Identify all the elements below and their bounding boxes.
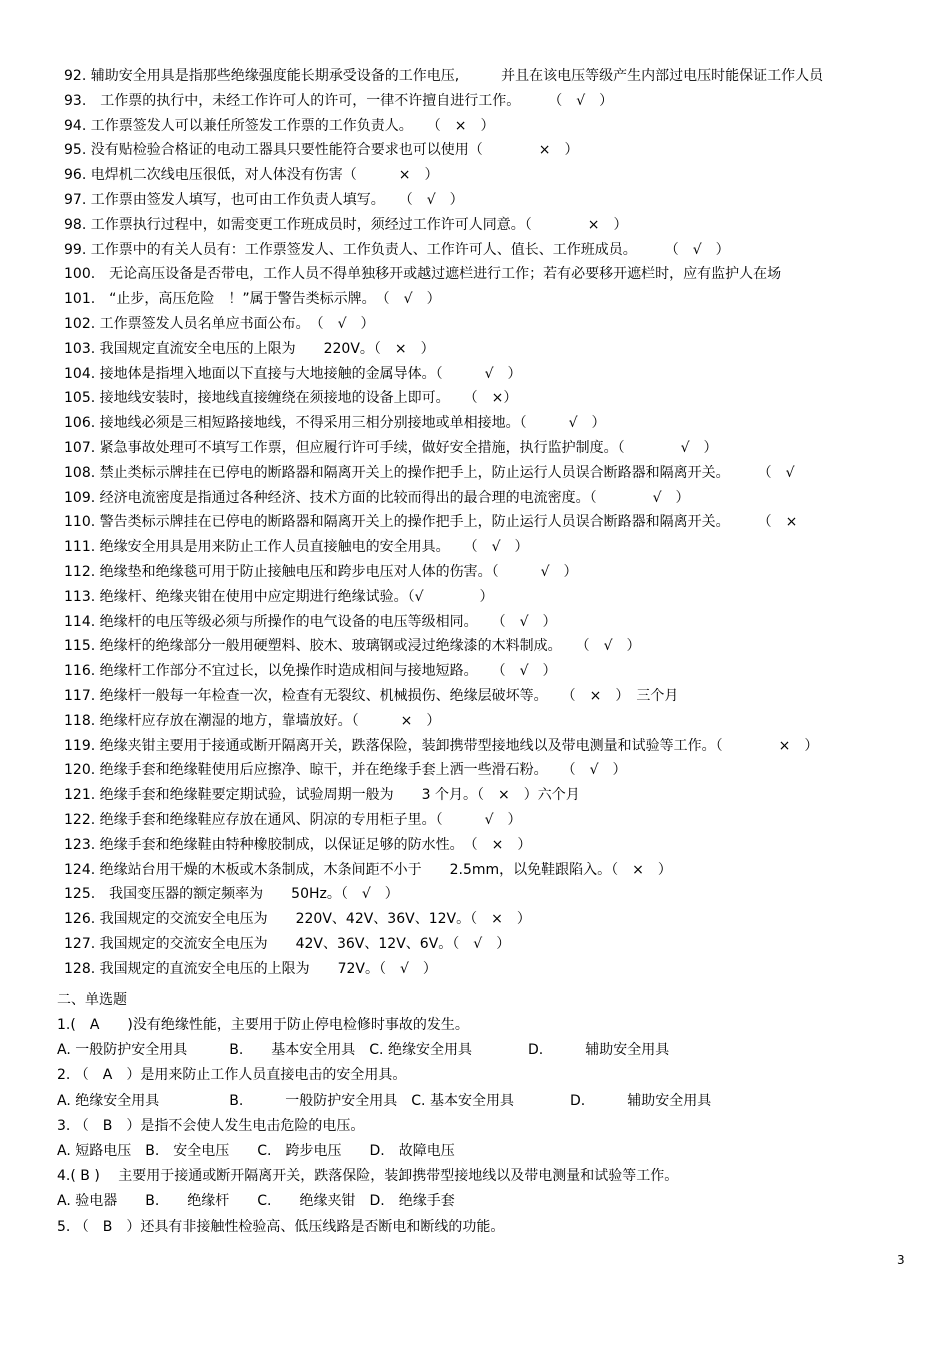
page-number: 3 [897,1253,905,1267]
section-heading: 二、单选题 [57,992,127,1008]
answer-options-line: A. 一般防护安全用具 B. 基本安全用具 C. 绝缘安全用具 D. 辅助安全用具 [57,1042,670,1059]
judgement-question-line: 124. 绝缘站台用干燥的木板或木条制成，木条间距不小于 2.5mm，以免鞋跟陷入。（ × ） [64,861,672,878]
judgement-question-line: 102. 工作票签发人员名单应书面公布。 （ √ ） [64,316,375,332]
judgement-question-line: 118. 绝缘杆应存放在潮湿的地方，靠墙放好。（ × ） [64,712,441,729]
judgement-question-line: 116. 绝缘杆工作部分不宜过长，以免操作时造成相间与接地短路。 （ √ ） [64,663,557,680]
judgement-question-line: 105. 接地线安装时，接地线直接缠绕在须接地的设备上即可。 （ ×） [64,390,518,407]
judgement-question-line: 100. 无论高压设备是否带电，工作人员不得单独移开或越过遮栏进行工作；若有必要移开遮栏时，应有监护人在场 [64,266,782,283]
judgement-question-line: 122. 绝缘手套和绝缘鞋应存放在通风、阴凉的专用柜子里。（ √ ） [64,812,522,828]
judgement-question-line: 106. 接地线必须是三相短路接地线，不得采用三相分别接地或单相接地。（ √ ） [64,415,606,432]
judgement-question-line: 99. 工作票中的有关人员有：工作票签发人、工作负责人、工作许可人、值长、工作班成员。 （ √ ） [64,241,730,258]
judgement-question-line: 121. 绝缘手套和绝缘鞋要定期试验，试验周期一般为 3 个月。（ × ）六个月 [64,787,580,804]
judgement-question-line: 111. 绝缘安全用具是用来防止工作人员直接触电的安全用具。 （ √ ） [64,539,529,556]
answer-options-line: A. 绝缘安全用具 B. 一般防护安全用具 C. 基本安全用具 D. 辅助安全用具 [57,1092,712,1109]
judgement-question-line: 101. “止步，高压危险 ！”属于警告类标示牌。 （ √ ） [64,291,441,308]
judgement-question-line: 104. 接地体是指埋入地面以下直接与大地接触的金属导体。（ √ ） [64,365,522,382]
question-stem-line: 1.( A )没有绝缘性能，主要用于防止停电检修时事故的发生。 [57,1017,469,1033]
judgement-question-line: 97. 工作票由签发人填写，也可由工作负责人填写。 （ √ ） [64,192,464,208]
question-stem-line: 3. （ B ）是指不会使人发生电击危险的电压。 [57,1117,365,1134]
judgement-question-line: 110. 警告类标示牌挂在已停电的断路器和隔离开关上的操作把手上，防止运行人员误合断路器和隔离开关。 （ × [64,514,798,531]
judgement-question-line: 120. 绝缘手套和绝缘鞋使用后应擦净、晾干，并在绝缘手套上洒一些滑石粉。 （ √ ） [64,762,627,779]
judgement-question-line: 103. 我国规定直流安全电压的上限为 220V。（ × ） [64,340,435,357]
judgement-question-line: 119. 绝缘夹钳主要用于接通或断开隔离开关，跌落保险，装卸携带型接地线以及带电测量和试验等工作。（ × ） [64,737,819,754]
judgement-question-line: 93. 工作票的执行中，未经工作许可人的许可，一律不许擅自进行工作。 （ √ ） [64,92,614,109]
judgement-question-line: 109. 经济电流密度是指通过各种经济、技术方面的比较而得出的最合理的电流密度。（ √ ） [64,489,690,506]
judgement-question-line: 113. 绝缘杆、绝缘夹钳在使用中应定期进行绝缘试验。（√ ） [64,588,494,605]
judgement-question-line: 98. 工作票执行过程中，如需变更工作班成员时，须经过工作许可人同意。（ × ） [64,216,628,233]
judgement-question-line: 108. 禁止类标示牌挂在已停电的断路器和隔离开关上的操作把手上，防止运行人员误合断路器和隔离开关。 （ √ [64,464,795,481]
question-stem-line: 5. （ B ）还具有非接触性检验高、低压线路是否断电和断线的功能。 [57,1218,505,1235]
judgement-question-line: 114. 绝缘杆的电压等级必须与所操作的电气设备的电压等级相同。 （ √ ） [64,613,557,630]
judgement-question-line: 128. 我国规定的直流安全电压的上限为 72V。（ √ ） [64,960,437,977]
judgement-question-line: 95. 没有贴检验合格证的电动工器具只要性能符合要求也可以使用（ × ） [64,142,579,159]
answer-options-line: A. 验电器 B. 绝缘杆 C. 绝缘夹钳 D. 绝缘手套 [57,1193,455,1210]
judgement-question-line: 92. 辅助安全用具是指那些绝缘强度能长期承受设备的工作电压, 并且在该电压等级产生内部过电压时能保证工作人员 [64,68,824,84]
judgement-question-line: 96. 电焊机二次线电压很低，对人体没有伤害（ × ） [64,167,439,184]
judgement-question-line: 127. 我国规定的交流安全电压为 42V、36V、12V、6V。（ √ ） [64,936,511,952]
question-stem-line: 2. （ A ）是用来防止工作人员直接电击的安全用具。 [57,1067,407,1084]
judgement-question-line: 125. 我国变压器的额定频率为 50Hz。（ √ ） [64,886,399,903]
judgement-question-line: 94. 工作票签发人可以兼任所签发工作票的工作负责人。 （ × ） [64,117,495,134]
judgement-question-line: 112. 绝缘垫和绝缘毯可用于防止接触电压和跨步电压对人体的伤害。（ √ ） [64,564,578,580]
answer-options-line: A. 短路电压 B. 安全电压 C. 跨步电压 D. 故障电压 [57,1143,455,1159]
judgement-question-line: 107. 紧急事故处理可不填写工作票，但应履行许可手续，做好安全措施，执行监护制度。（ √ ） [64,440,718,456]
question-stem-line: 4.( B ) 主要用于接通或断开隔离开关，跌落保险，装卸携带型接地线以及带电测量和试验等工作。 [57,1168,679,1185]
judgement-question-line: 123. 绝缘手套和绝缘鞋由特种橡胶制成，以保证足够的防水性。 （ × ） [64,836,532,853]
judgement-question-line: 126. 我国规定的交流安全电压为 220V、42V、36V、12V。（ × ） [64,911,531,928]
judgement-question-line: 115. 绝缘杆的绝缘部分一般用硬塑料、胶木、玻璃钢或浸过绝缘漆的木料制成。 （ √ ） [64,638,641,655]
judgement-question-line: 117. 绝缘杆一般每一年检查一次，检查有无裂纹、机械损伤、绝缘层破坏等。 （ × ） 三个月 [64,688,679,704]
